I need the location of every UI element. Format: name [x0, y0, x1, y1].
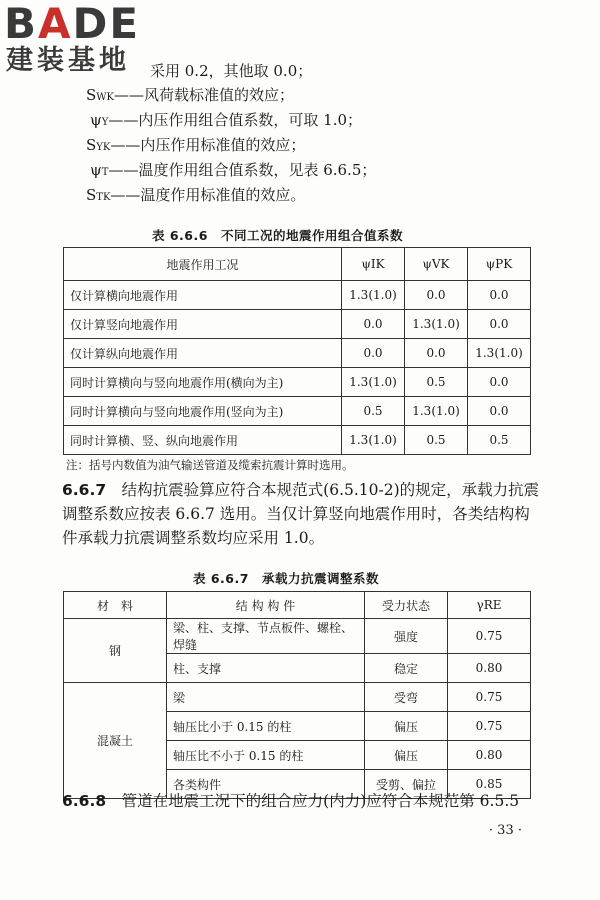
table-cell: 1.3(1.0) — [342, 368, 405, 397]
seismic-adjustment-table — [63, 591, 531, 799]
clause-text: 结构抗震验算应符合本规范式(6.5.10-2)的规定，承载力抗震调整系数应按表 6.6.7 选用。当仅计算竖向地震作用时，各类结构构件承载力抗震调整系数均应采用 1.0。 — [62, 481, 540, 547]
table-cell: 0.75 — [448, 619, 531, 654]
clause-number: 6.6.8 — [62, 792, 107, 810]
logo-subtitle: 建装基地 — [6, 45, 130, 76]
table-row — [64, 310, 531, 339]
table-cell: 0.0 — [468, 397, 531, 426]
table-header-row — [64, 248, 531, 281]
header-stress-state: 受力状态 — [365, 592, 448, 619]
table-cell: 0.85 — [448, 770, 531, 799]
table-cell: 0.0 — [468, 281, 531, 310]
table-cell: 各类构件 — [167, 770, 365, 799]
definition-continuation: 采用 0.2，其他取 0.0； — [150, 62, 313, 80]
table-cell: 1.3(1.0) — [405, 310, 468, 339]
table-cell: 梁、柱、支撑、节点板件、螺栓、焊缝 — [167, 619, 365, 654]
symbol-definitions — [86, 84, 376, 209]
table-cell: 0.0 — [342, 310, 405, 339]
table-cell: 0.5 — [405, 368, 468, 397]
header-psi-ik: ψIK — [342, 248, 405, 281]
table-cell: 受剪、偏拉 — [365, 770, 448, 799]
table-cell: 稳定 — [365, 654, 448, 683]
table-cell: 同时计算横向与竖向地震作用(横向为主) — [64, 368, 342, 397]
table-cell: 轴压比小于 0.15 的柱 — [167, 712, 365, 741]
header-psi-pk: ψPK — [468, 248, 531, 281]
table-cell: 柱、支撑 — [167, 654, 365, 683]
definition-row: S WK ——风荷载标准值的效应； — [86, 86, 295, 104]
table-row — [64, 619, 531, 654]
table-cell: 梁 — [167, 683, 365, 712]
page-number: · 33 · — [488, 823, 522, 838]
table-header-row — [64, 592, 531, 619]
table-cell: 仅计算横向地震作用 — [64, 281, 342, 310]
table-cell: 0.5 — [342, 397, 405, 426]
table-row — [64, 683, 531, 712]
header-condition: 地震作用工况 — [64, 248, 342, 281]
table-cell: 偏压 — [365, 712, 448, 741]
material-cell: 钢 — [64, 619, 167, 683]
table-cell: 0.0 — [468, 310, 531, 339]
clause-6-6-8 — [62, 789, 542, 813]
table-cell: 0.80 — [448, 654, 531, 683]
table-note: 注：括号内数值为油气输送管道及缆索抗震计算时选用。 — [66, 458, 354, 472]
table-cell: 偏压 — [365, 741, 448, 770]
table-cell: 仅计算竖向地震作用 — [64, 310, 342, 339]
table-cell: 同时计算横、竖、纵向地震作用 — [64, 426, 342, 455]
table-cell: 0.80 — [448, 741, 531, 770]
definition-row: ψ Y ——内压作用组合值系数，可取 1.0； — [90, 111, 362, 129]
table-cell: 1.3(1.0) — [468, 339, 531, 368]
table-6-6-6-title: 表 6.6.6 不同工况的地震作用组合值系数 — [152, 228, 403, 243]
header-psi-vk: ψVK — [405, 248, 468, 281]
table-row — [64, 426, 531, 455]
table-cell: 0.0 — [405, 281, 468, 310]
header-material: 材 料 — [64, 592, 167, 619]
clause-6-6-7 — [62, 478, 542, 550]
logo-brand: BADE — [4, 0, 141, 48]
table-cell: 受弯 — [365, 683, 448, 712]
table-cell: 0.75 — [448, 712, 531, 741]
logo-watermark — [4, 2, 174, 76]
table-cell: 强度 — [365, 619, 448, 654]
clause-text: 管道在地震工况下的组合应力(内力)应符合本规范第 6.5.5 — [121, 792, 520, 810]
table-cell: 1.3(1.0) — [342, 426, 405, 455]
table-cell: 0.0 — [468, 368, 531, 397]
header-gamma-re: γRE — [448, 592, 531, 619]
material-cell: 混凝土 — [64, 683, 167, 799]
seismic-combination-table — [63, 247, 531, 455]
clause-number: 6.6.7 — [62, 481, 107, 499]
table-cell: 0.5 — [468, 426, 531, 455]
definition-row: ψ T ——温度作用组合值系数，见表 6.6.5； — [90, 161, 377, 179]
table-cell: 仅计算纵向地震作用 — [64, 339, 342, 368]
table-row — [64, 368, 531, 397]
table-cell: 0.0 — [405, 339, 468, 368]
definition-row: S TK ——温度作用标准值的效应。 — [86, 186, 306, 204]
table-row — [64, 397, 531, 426]
table-row — [64, 339, 531, 368]
table-cell: 1.3(1.0) — [342, 281, 405, 310]
table-cell: 1.3(1.0) — [405, 397, 468, 426]
table-cell: 0.75 — [448, 683, 531, 712]
table-cell: 0.5 — [405, 426, 468, 455]
table-6-6-7-title: 表 6.6.7 承载力抗震调整系数 — [193, 571, 379, 586]
definition-row: S YK ——内压作用标准值的效应； — [86, 136, 306, 154]
table-row — [64, 281, 531, 310]
header-member: 结 构 构 件 — [167, 592, 365, 619]
table-cell: 轴压比不小于 0.15 的柱 — [167, 741, 365, 770]
table-cell: 0.0 — [342, 339, 405, 368]
table-cell: 同时计算横向与竖向地震作用(竖向为主) — [64, 397, 342, 426]
